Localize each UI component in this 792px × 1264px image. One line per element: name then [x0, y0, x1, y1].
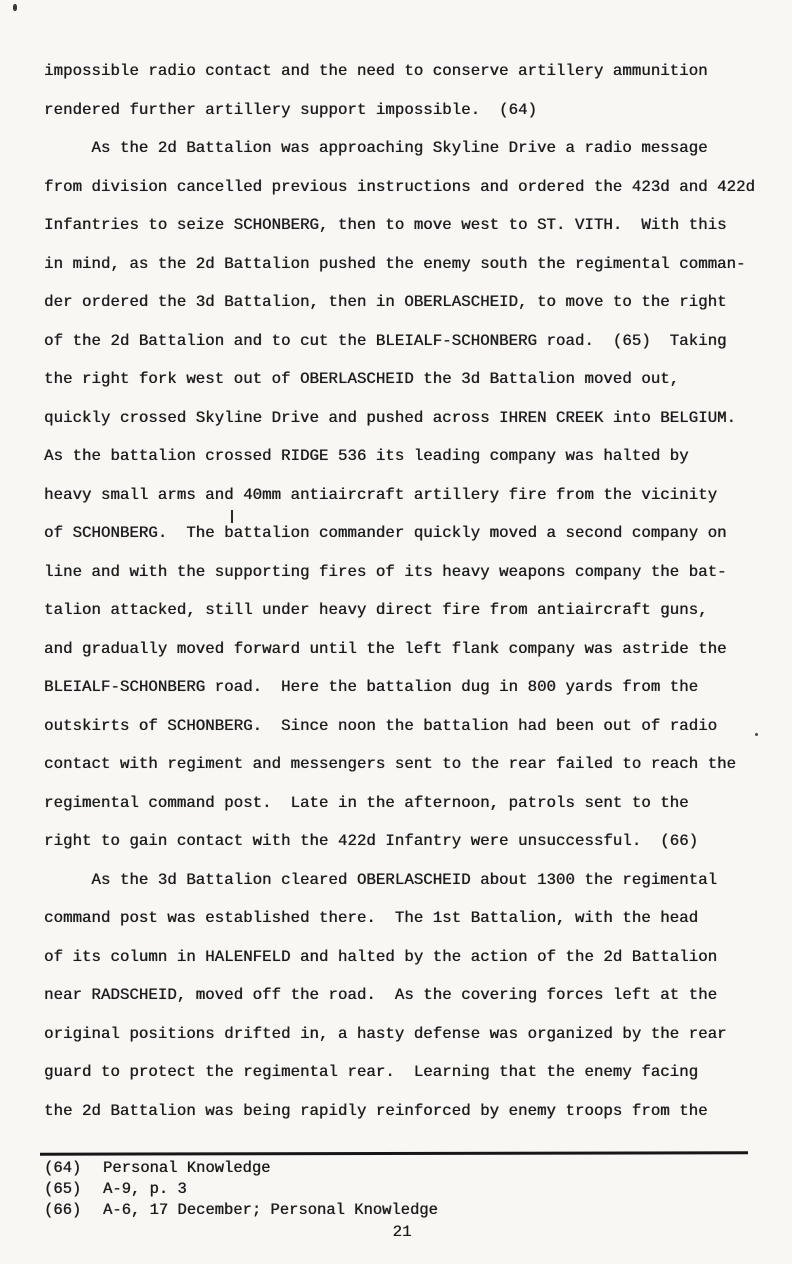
- text-line: in mind, as the 2d Battalion pushed the enemy south the regimental comman-: [44, 254, 746, 273]
- footnote-item: [44, 1158, 438, 1179]
- text-line: heavy small arms and 40mm antiaircraft artillery fire from the vicinity: [44, 485, 718, 504]
- text-line: right to gain contact with the 422d Infantry were unsuccessful. (66): [44, 832, 699, 850]
- text-line: As the 2d Battalion was approaching Skyline Drive a radio message: [44, 139, 708, 157]
- footnote-marker: (65): [44, 1180, 82, 1198]
- text-line: regimental command post. Late in the afternoon, patrols sent to the: [44, 793, 689, 812]
- document-body: [44, 52, 755, 1130]
- footnote-text: A-6, 17 December; Personal Knowledge: [103, 1201, 438, 1219]
- text-line: of SCHONBERG. The battalion commander quickly moved a second company on: [44, 524, 727, 542]
- text-line: BLEIALF-SCHONBERG road. Here the battalion dug in 800 yards from the: [44, 678, 699, 696]
- footnote-item: [44, 1179, 438, 1200]
- text-line: quickly crossed Skyline Drive and pushed across IHREN CREEK into BELGIUM.: [44, 408, 737, 427]
- text-line: outskirts of SCHONBERG. Since noon the battalion had been out of radio: [44, 716, 718, 735]
- footnotes: [44, 1158, 438, 1221]
- text-line: As the battalion crossed RIDGE 536 its leading company was halted by: [44, 447, 689, 465]
- text-line: guard to protect the regimental rear. Learning that the enemy facing: [44, 1063, 699, 1081]
- text-line: and gradually moved forward until the left flank company was astride the: [44, 639, 727, 658]
- text-line: from division cancelled previous instructions and ordered the 423d and 422d: [44, 177, 755, 196]
- footnote-text: A-9, p. 3: [103, 1180, 187, 1198]
- text-line: command post was established there. The 1st Battalion, with the head: [44, 909, 699, 927]
- text-line: line and with the supporting fires of its heavy weapons company the bat-: [44, 562, 727, 581]
- text-line: der ordered the 3d Battalion, then in OBERLASCHEID, to move to the right: [44, 293, 727, 311]
- footnote-marker: (66): [44, 1201, 82, 1219]
- text-line: As the 3d Battalion cleared OBERLASCHEID about 1300 the regimental: [44, 870, 718, 889]
- text-line: talion attacked, still under heavy direct fire from antiaircraft guns,: [44, 601, 708, 619]
- text-line: the right fork west out of OBERLASCHEID the 3d Battalion moved out,: [44, 370, 680, 388]
- text-line: contact with regiment and messengers sent to the rear failed to reach the: [44, 755, 737, 773]
- scan-artifact-speck: [13, 4, 17, 11]
- footnote-item: [44, 1200, 438, 1221]
- footnote-separator-line: [40, 1151, 748, 1155]
- text-line: Infantries to seize SCHONBERG, then to move west to ST. VITH. With this: [44, 216, 727, 234]
- text-line: original positions drifted in, a hasty defense was organized by the rear: [44, 1024, 727, 1043]
- page-number: 21: [392, 1223, 412, 1241]
- text-line: of its column in HALENFELD and halted by the action of the 2d Battalion: [44, 947, 718, 966]
- footnote-text: Personal Knowledge: [103, 1159, 271, 1177]
- text-line: near RADSCHEID, moved off the road. As the covering forces left at the: [44, 986, 718, 1004]
- text-line: impossible radio contact and the need to conserve artillery ammunition: [44, 62, 708, 80]
- footnote-marker: (64): [44, 1159, 82, 1177]
- scan-artifact-dot: [755, 733, 758, 736]
- text-line: rendered further artillery support impossible. (64): [44, 100, 537, 119]
- text-line: of the 2d Battalion and to cut the BLEIALF-SCHONBERG road. (65) Taking: [44, 331, 727, 350]
- text-line: the 2d Battalion was being rapidly reinforced by enemy troops from the: [44, 1101, 708, 1120]
